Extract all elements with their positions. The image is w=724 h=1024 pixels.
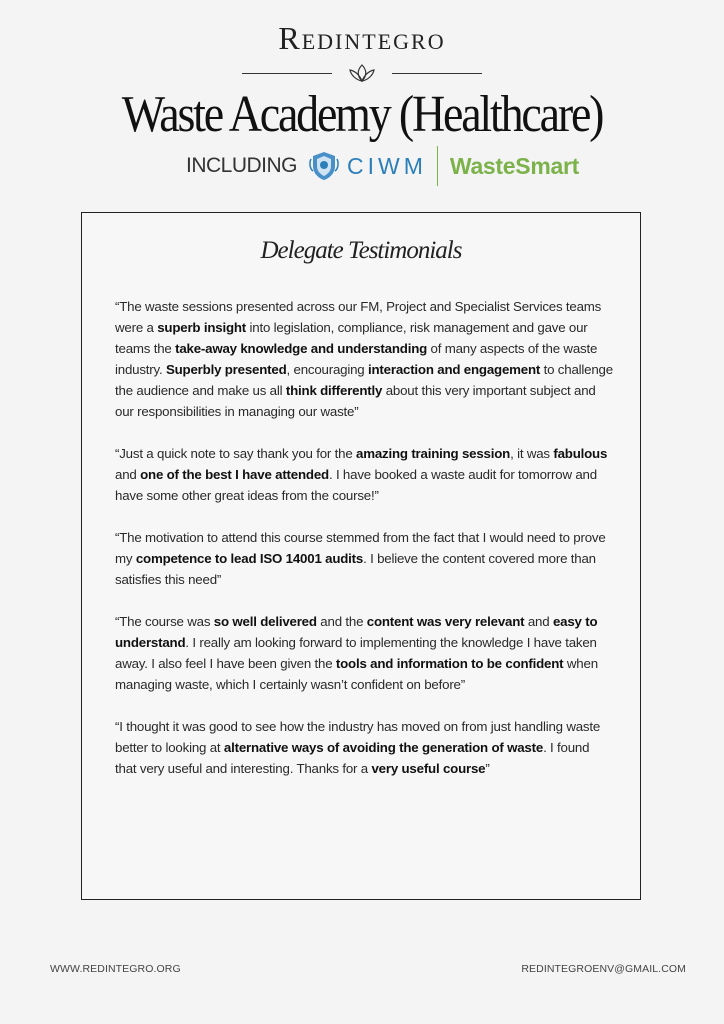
testimonial-3	[115, 527, 613, 590]
testimonial-text: . I really am looking forward to implementing the knowledge I have taken away. I also feel I have been given the	[115, 635, 597, 671]
testimonial-highlight: amazing training session	[356, 446, 511, 461]
testimonial-text: “The course was	[115, 614, 214, 629]
testimonial-5	[115, 716, 613, 779]
testimonials-card	[81, 212, 641, 900]
footer-website[interactable]: WWW.REDINTEGRO.ORG	[50, 963, 181, 975]
brand-divider	[0, 62, 724, 84]
testimonial-1	[115, 296, 613, 422]
testimonial-highlight: think differently	[285, 383, 383, 398]
testimonial-text: “Just a quick note to say thank you for the	[115, 446, 357, 461]
divider-line-right	[392, 73, 482, 74]
partner-logos	[186, 146, 579, 186]
ciwm-crest-icon	[307, 149, 341, 183]
lotus-icon	[344, 62, 380, 84]
testimonial-text: . I have booked a waste audit for tomorrow and have some other great ideas from the course!”	[115, 467, 597, 503]
testimonial-text: and the	[316, 614, 367, 629]
testimonial-text: to challenge the audience and make us all	[115, 362, 613, 398]
testimonial-text: , encouraging	[286, 362, 368, 377]
card-heading: Delegate Testimonials	[260, 237, 462, 264]
testimonial-text: “The waste sessions presented across our FM, Project and Specialist Services teams were a	[115, 299, 602, 335]
testimonial-text: , it was	[510, 446, 554, 461]
testimonial-highlight: interaction and engagement	[368, 362, 541, 377]
including-label: INCLUDING	[186, 154, 298, 177]
ciwm-logo-text: CIWM	[347, 152, 427, 179]
testimonial-text: about this very important subject and our responsibilities in managing our waste”	[115, 383, 596, 419]
testimonial-text: . I found that very useful and interesting. Thanks for a	[115, 740, 590, 776]
testimonial-highlight: one of the best I have attended	[140, 467, 329, 482]
logo-divider	[437, 146, 438, 186]
testimonial-highlight: very useful course	[371, 761, 486, 776]
testimonial-2	[115, 443, 613, 506]
testimonial-highlight: tools and information to be confident	[335, 656, 564, 671]
footer-email[interactable]: REDINTEGROENV@GMAIL.COM	[521, 963, 686, 975]
testimonial-text: into legislation, compliance, risk management and gave our teams the	[115, 320, 588, 356]
testimonial-highlight: competence to lead ISO 14001 audits	[135, 551, 364, 566]
testimonial-text: and	[524, 614, 553, 629]
wastesmart-logo-text: WasteSmart	[449, 152, 579, 179]
brand-logo-text: Redintegro	[278, 20, 446, 56]
testimonial-highlight: so well delivered	[213, 614, 317, 629]
testimonial-highlight: fabulous	[553, 446, 608, 461]
testimonial-highlight: alternative ways of avoiding the generation of waste	[223, 740, 544, 755]
testimonial-text: when managing waste, which I certainly wasn’t confident on before”	[115, 656, 598, 692]
testimonial-text: and	[115, 467, 141, 482]
testimonial-4	[115, 611, 613, 695]
testimonial-text: “I thought it was good to see how the industry has moved on from just handling waste better to looking at	[115, 719, 601, 755]
testimonial-highlight: take-away knowledge and understanding	[175, 341, 428, 356]
testimonial-text: . I believe the content covered more than satisfies this need”	[115, 551, 596, 587]
testimonial-text: “The motivation to attend this course stemmed from the fact that I would need to prove my	[115, 530, 606, 566]
testimonial-highlight: content was very relevant	[366, 614, 525, 629]
testimonial-highlight: easy to understand	[115, 614, 598, 650]
testimonial-text: ”	[485, 761, 490, 776]
testimonials-list	[115, 296, 613, 800]
page-title: Waste Academy (Healthcare)	[121, 85, 603, 143]
testimonial-highlight: superb insight	[157, 320, 247, 335]
testimonial-highlight: Superbly presented	[165, 362, 287, 377]
testimonial-text: of many aspects of the waste industry.	[115, 341, 598, 377]
divider-line-left	[242, 73, 332, 74]
